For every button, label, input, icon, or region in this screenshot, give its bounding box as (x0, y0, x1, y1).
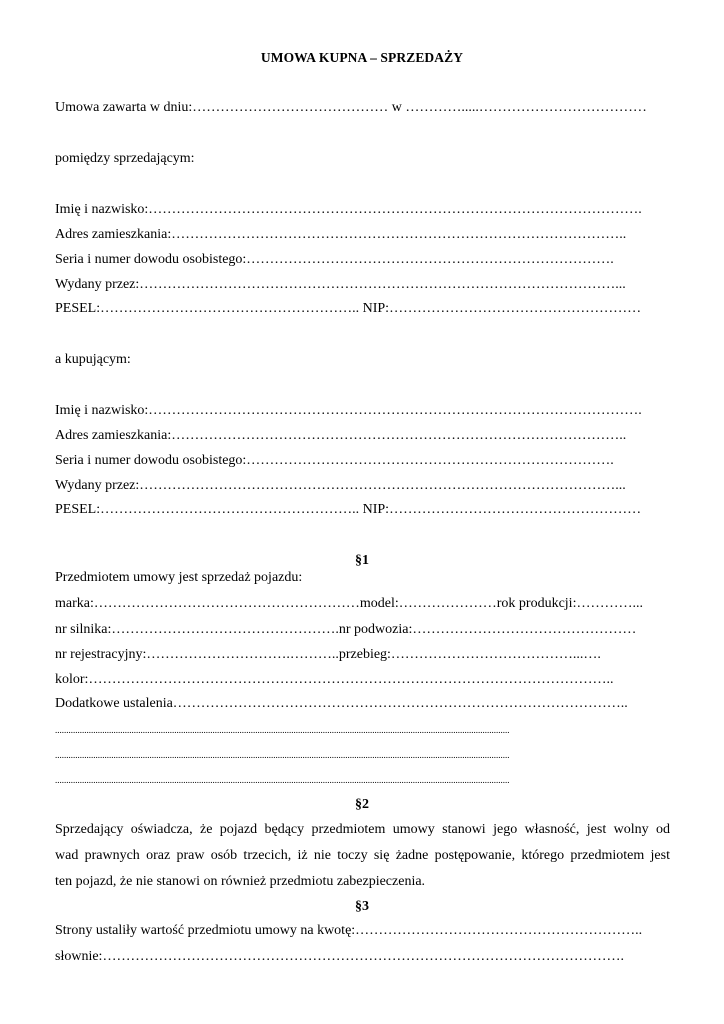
additional-terms-line: Dodatkowe ustalenia…………………………………………………………………………………….. (55, 696, 628, 711)
paragraph-line: wad prawnych oraz praw osób trzecich, iż nie toczy się żadne postępowanie, którego przedmiotem jest (55, 848, 670, 863)
section-2-heading: §2 (355, 797, 369, 812)
section-1-heading: §1 (355, 553, 369, 568)
value-in-words-line: słownie:…………………………………………………………………………………………………. (55, 949, 624, 964)
buyer-address-line: Adres zamieszkania:…………………………………………………………………………………….. (55, 428, 627, 443)
seller-address-line: Adres zamieszkania:…………………………………………………………………………………….. (55, 227, 627, 242)
dotted-line: .......................................................................................................................................................................................................... (55, 725, 510, 735)
make-model-year-line: marka:…………………………………………………model:…………………rok produkcji:…………... (55, 596, 643, 611)
and-buyer-label: a kupującym: (55, 352, 131, 367)
seller-id-line: Seria i numer dowodu osobistego:……………………………………………………………………. (55, 252, 614, 267)
seller-issued-by-line: Wydany przez:…………………………………………………………………………………………... (55, 277, 626, 292)
seller-name-line: Imię i nazwisko:……………………………………………………………………………………………. (55, 202, 642, 217)
registration-mileage-line: nr rejestracyjny:………………………….………..przebieg:…………………………………...…. (55, 647, 601, 662)
dotted-line: .......................................................................................................................................................................................................... (55, 750, 510, 760)
color-line: kolor:………………………………………………………………………………………………….. (55, 672, 614, 687)
buyer-pesel-nip-line: PESEL:……………………………………………….. NIP:……………………………………………… (55, 502, 642, 517)
contract-date-line: Umowa zawarta w dniu:…………………………………… w ………….....……………………………… (55, 100, 647, 115)
section-2-paragraph (55, 817, 670, 895)
between-seller-label: pomiędzy sprzedającym: (55, 151, 195, 166)
paragraph-line: ten pojazd, że nie stanowi on również przedmiotu zabezpieczenia. (55, 874, 426, 889)
vehicle-intro-line: Przedmiotem umowy jest sprzedaż pojazdu: (55, 570, 303, 585)
buyer-id-line: Seria i numer dowodu osobistego:……………………………………………………………………. (55, 453, 614, 468)
dotted-line: .......................................................................................................................................................................................................... (55, 775, 510, 785)
buyer-name-line: Imię i nazwisko:……………………………………………………………………………………………. (55, 403, 642, 418)
buyer-issued-by-line: Wydany przez:…………………………………………………………………………………………... (55, 478, 626, 493)
value-amount-line: Strony ustaliły wartość przedmiotu umowy na kwotę:…………………………………………………….. (55, 923, 643, 938)
document-title: UMOWA KUPNA – SPRZEDAŻY (260, 50, 464, 65)
paragraph-line: Sprzedający oświadcza, że pojazd będący przedmiotem umowy stanowi jego własność, jest wolny od (55, 822, 670, 837)
engine-chassis-line: nr silnika:………………………………………….nr podwozia:………………………………………… (55, 622, 637, 637)
section-3-heading: §3 (355, 899, 369, 914)
seller-pesel-nip-line: PESEL:……………………………………………….. NIP:……………………………………………… (55, 301, 642, 316)
